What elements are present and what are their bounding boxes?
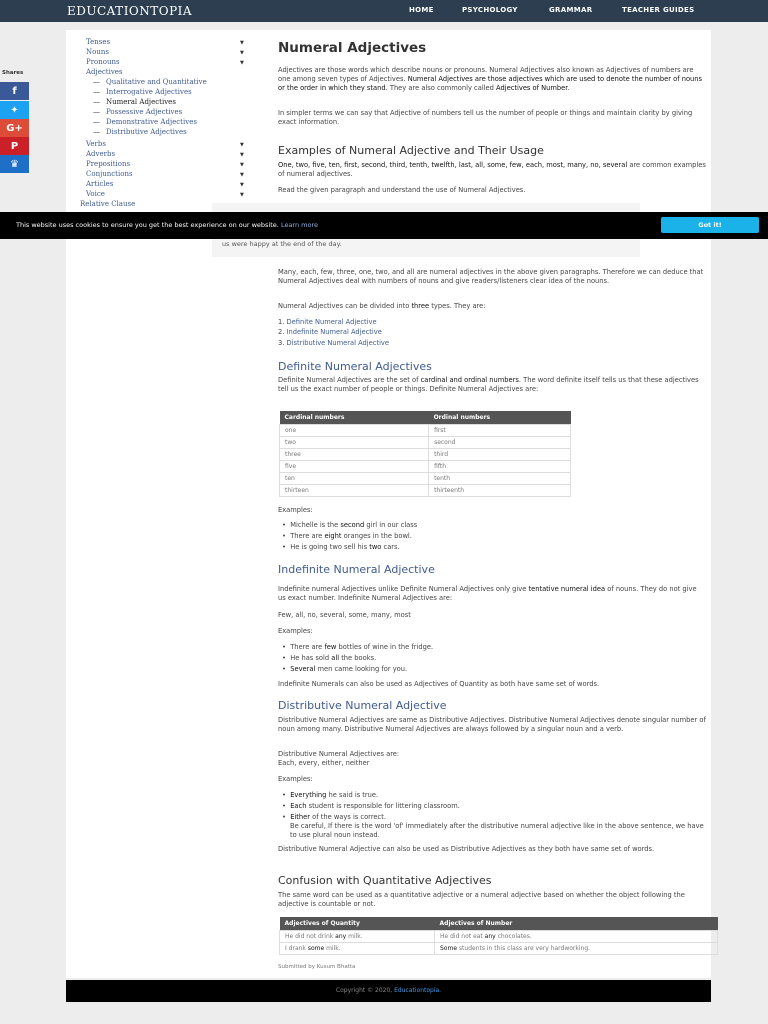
chevron-down-icon[interactable]: ▼: [240, 162, 244, 168]
text: There are: [290, 643, 325, 651]
bold-text: two: [369, 543, 382, 551]
table-cell: three: [280, 448, 429, 460]
paragraph: [278, 585, 706, 603]
column-header: Adjectives of Quantity: [280, 917, 435, 930]
text: Copyright © 2020,: [335, 987, 395, 994]
text: milk.: [346, 932, 363, 940]
text: chocolates.: [495, 932, 532, 940]
table-cell: one: [280, 424, 429, 436]
text: Indefinite numeral Adjectives unlike Definite Numeral Adjectives only give: [278, 585, 529, 593]
bold-text: three: [411, 302, 430, 310]
facebook-icon: f: [12, 85, 17, 97]
sidebar-item-tenses[interactable]: Tenses: [86, 38, 111, 46]
list-dash: —: [93, 88, 100, 96]
types-list-item: 2. Indefinite Numeral Adjective: [278, 328, 382, 336]
text: he said is true.: [326, 791, 379, 799]
chevron-down-icon[interactable]: ▼: [240, 172, 244, 178]
list-item: • Michelle is the second girl in our class: [282, 521, 418, 529]
shares-label: Shares: [2, 70, 24, 76]
column-header: Ordinal numbers: [429, 411, 571, 424]
list-item: • There are few bottles of wine in the fridge.: [282, 643, 434, 651]
sidebar-subitem-qualitative[interactable]: Qualitative and Quantitative: [106, 78, 207, 86]
bold-text: eight: [324, 532, 342, 540]
text: girl in our class: [364, 521, 418, 529]
text: are common examples of numeral adjectives.: [278, 161, 706, 178]
twitter-share-button[interactable]: [0, 101, 29, 119]
google-plus-share-button[interactable]: [0, 119, 29, 137]
text: Adjectives are those words which describe nouns or pronouns. Numeral Adjectives also known as Adjectives of numbers are one among seven types of Adjectives.: [278, 66, 694, 83]
text: Numeral Adjectives can be divided into: [278, 302, 412, 310]
sidebar-item-conjunctions[interactable]: Conjunctions: [86, 170, 133, 178]
sidebar-item-adjectives[interactable]: Adjectives: [86, 68, 123, 76]
paragraph: Few, all, no, several, some, many, most: [278, 611, 411, 619]
crown-icon: ♛: [10, 158, 19, 170]
text: I drank: [285, 944, 308, 952]
bold-text: second: [340, 521, 365, 529]
list-item: • There are eight oranges in the bowl.: [282, 532, 412, 540]
chevron-down-icon[interactable]: ▼: [240, 182, 244, 188]
text: of the ways is correct.: [310, 813, 386, 821]
text: student is responsible for littering classroom.: [306, 802, 460, 810]
table-cell: second: [429, 436, 571, 448]
paragraph: Distributive Numeral Adjectives are:: [278, 750, 400, 758]
column-header: Adjectives of Number: [435, 917, 718, 930]
text: There are: [290, 532, 325, 540]
bold-text: Several: [290, 665, 316, 673]
sidebar-subitem-interrogative[interactable]: Interrogative Adjectives: [106, 88, 192, 96]
text: of nouns. They do not give us exact number. Indefinite Numeral Adjectives are:: [278, 585, 697, 602]
paragraph: Distributive Numeral Adjectives are same as Distributive Adjectives. Distributive Numeral Adjectives denote singular number of noun among many. Distributive Numeral Adjectives are always followed by a singular noun and a verb.: [278, 716, 706, 733]
text: He is going two sell his: [290, 543, 370, 551]
cardinal-ordinal-table: [279, 411, 571, 497]
chevron-down-icon[interactable]: ▼: [240, 192, 244, 198]
text: . They are also commonly called: [385, 84, 497, 92]
sidebar-item-articles[interactable]: Articles: [86, 180, 114, 188]
bold-text: all: [331, 654, 340, 662]
table-row: [280, 930, 718, 942]
table-cell: fifth: [429, 460, 571, 472]
table-cell: thirteen: [280, 484, 429, 496]
table-cell: two: [280, 436, 429, 448]
table-cell: [435, 930, 718, 942]
list-item: • Everything he said is true.: [282, 791, 379, 799]
sidebar-item-prepositions[interactable]: Prepositions: [86, 160, 131, 168]
sidebar-subitem-demonstrative[interactable]: Demonstrative Adjectives: [106, 118, 197, 126]
top-navbar: [0, 0, 768, 22]
list-dash: —: [93, 78, 100, 86]
examples-label: Examples:: [278, 627, 313, 635]
site-logo[interactable]: EDUCATIONTOPIA: [67, 4, 193, 18]
examples-paragraph: [278, 161, 706, 179]
paragraph: Read the given paragraph and understand the use of Numeral Adjectives.: [278, 186, 526, 194]
quantity-number-table: [279, 917, 718, 955]
bold-text: Everything: [290, 791, 327, 799]
facebook-share-button[interactable]: [0, 82, 29, 100]
nav-home[interactable]: HOME: [409, 6, 434, 14]
bold-text: One, two, five, ten, first, second, third, tenth, twelfth, last, all, some, few, each, most, many, no, several: [278, 161, 628, 169]
sidebar-subitem-possessive[interactable]: Possessive Adjectives: [106, 108, 183, 116]
table-header-row: [280, 917, 718, 930]
chevron-down-icon[interactable]: ▼: [240, 152, 244, 158]
cookie-text: [16, 221, 318, 229]
bold-text: some: [307, 944, 325, 952]
bold-text: any: [484, 932, 496, 940]
sidebar-item-voice[interactable]: Voice: [86, 190, 105, 198]
text: bottles of wine in the fridge.: [336, 643, 434, 651]
paragraph: [278, 376, 706, 394]
footer-site-link[interactable]: Educationtopia.: [394, 987, 442, 994]
section-heading-distributive: Distributive Numeral Adjective: [278, 699, 447, 712]
table-cell: [435, 942, 718, 954]
intro-paragraph: [278, 66, 706, 93]
copyright: [66, 987, 711, 994]
list-item: • Either of the ways is correct.: [282, 813, 386, 821]
paragraph: In simpler terms we can say that Adjective of numbers tell us the number of people or things and maintain clarity by giving exact information.: [278, 109, 693, 126]
nav-teacher-guides[interactable]: TEACHER GUIDES: [622, 6, 695, 14]
list-dash: —: [93, 118, 100, 126]
text: He did not eat: [440, 932, 485, 940]
submitted-by: Submitted by Kusum Bhatta: [278, 964, 356, 970]
nav-grammar[interactable]: GRAMMAR: [549, 6, 593, 14]
examples-label: Examples:: [278, 506, 313, 514]
link-distributive[interactable]: Distributive Numeral Adjective: [286, 339, 390, 347]
list-item: • He has sold all the books.: [282, 654, 377, 662]
text: milk.: [324, 944, 341, 952]
link-definite[interactable]: Definite Numeral Adjective: [286, 318, 377, 326]
bold-text: Some: [440, 944, 458, 952]
section-heading-examples: Examples of Numeral Adjective and Their Usage: [278, 144, 544, 157]
table-cell: [280, 942, 435, 954]
table-row: [280, 460, 571, 472]
section-heading-confusion: Confusion with Quantitative Adjectives: [278, 874, 492, 887]
text: This website uses cookies to ensure you get the best experience on our website.: [16, 221, 281, 229]
chevron-down-icon[interactable]: ▼: [240, 40, 244, 46]
crown-share-button[interactable]: [0, 155, 29, 173]
paragraph: Distributive Numeral Adjective can also be used as Distributive Adjectives as they both have same set of words.: [278, 845, 655, 853]
table-row: [280, 484, 571, 496]
column-header: Cardinal numbers: [280, 411, 429, 424]
bold-text: Each: [290, 802, 307, 810]
list-item: • Several men came looking for you.: [282, 665, 408, 673]
pinterest-share-button[interactable]: [0, 137, 29, 155]
examples-label: Examples:: [278, 775, 313, 783]
text: men came looking for you.: [315, 665, 408, 673]
paragraph: Each, every, either, neither: [278, 759, 370, 767]
bold-text: tentative numeral idea: [528, 585, 606, 593]
text: oranges in the bowl.: [341, 532, 412, 540]
sidebar-subitem-distributive[interactable]: Distributive Adjectives: [106, 128, 187, 136]
cookie-accept-button[interactable]: Got it!: [661, 217, 759, 233]
link-indefinite[interactable]: Indefinite Numeral Adjective: [286, 328, 382, 336]
chevron-down-icon[interactable]: ▼: [240, 50, 244, 56]
sidebar-item-relative-clause[interactable]: Relative Clause: [80, 200, 136, 208]
text: He did not drink: [285, 932, 336, 940]
table-cell: [280, 930, 435, 942]
list-dash: —: [93, 108, 100, 116]
list-dash: —: [93, 128, 100, 136]
paragraph: Many, each, few, three, one, two, and all are numeral adjectives in the above given paragraphs. Therefore we can deduce that Numeral Adjectives deal with numbers of nouns and give readers/listeners clear idea of the nouns.: [278, 268, 704, 285]
sidebar-subitem-numeral[interactable]: Numeral Adjectives: [106, 98, 176, 106]
chevron-down-icon[interactable]: ▼: [240, 142, 244, 148]
text: .: [567, 84, 570, 92]
quote-tail-text: us were happy at the end of the day.: [222, 240, 342, 248]
table-cell: five: [280, 460, 429, 472]
chevron-down-icon[interactable]: ▼: [240, 60, 244, 66]
bold-text: any: [335, 932, 347, 940]
sidebar-item-verbs[interactable]: Verbs: [86, 140, 106, 148]
page-title: Numeral Adjectives: [278, 40, 427, 56]
twitter-icon: ✦: [10, 104, 19, 116]
sidebar-item-nouns[interactable]: Nouns: [86, 48, 109, 56]
sidebar-item-adverbs[interactable]: Adverbs: [86, 150, 116, 158]
list-item: • He is going two sell his two cars.: [282, 543, 400, 551]
paragraph: The same word can be used as a quantitative adjective or a numeral adjective based on whether the object following the adjective is countable or not.: [278, 891, 685, 908]
types-list-item: 1. Definite Numeral Adjective: [278, 318, 377, 326]
footer: [66, 980, 711, 1002]
google-plus-icon: G+: [6, 122, 23, 134]
text: Definite Numeral Adjectives are the set of: [278, 376, 421, 384]
table-row: [280, 472, 571, 484]
note-text: Be careful, If there is the word 'of' immediately after the distributive numeral adjective like in the above sentence, we have to use plural noun instead.: [290, 822, 704, 839]
text: students in this class are very hardworking.: [457, 944, 591, 952]
table-row: [280, 942, 718, 954]
list-item: • Each student is responsible for littering classroom.: [282, 802, 460, 810]
text: types. They are:: [429, 302, 486, 310]
text: . The word definite itself tells us that these adjectives tell us the exact number of people or things. Definite Numeral Adjectives are:: [278, 376, 699, 393]
table-cell: thirteenth: [429, 484, 571, 496]
section-heading-indefinite: Indefinite Numeral Adjective: [278, 563, 435, 576]
text: Michelle is the: [290, 521, 341, 529]
nav-psychology[interactable]: PSYCHOLOGY: [462, 6, 518, 14]
table-row: [280, 424, 571, 436]
bold-text: cardinal and ordinal numbers: [420, 376, 519, 384]
bold-text: Numeral Adjectives are those adjectives which are used to denote the number of nouns or the order in which they stand: [278, 75, 703, 92]
section-heading-definite: Definite Numeral Adjectives: [278, 360, 432, 373]
paragraph: Indefinite Numerals can also be used as Adjectives of Quantity as both have same set of words.: [278, 680, 600, 688]
paragraph: [278, 302, 706, 311]
text: He has sold: [290, 654, 332, 662]
sidebar-item-pronouns[interactable]: Pronouns: [86, 58, 120, 66]
table-cell: tenth: [429, 472, 571, 484]
bold-text: Adjectives of Number: [496, 84, 568, 92]
table-row: [280, 448, 571, 460]
text: the books.: [339, 654, 377, 662]
learn-more-link[interactable]: Learn more: [280, 221, 319, 229]
types-list-item: 3. Distributive Numeral Adjective: [278, 339, 390, 347]
bold-text: few: [324, 643, 337, 651]
pinterest-icon: P: [10, 140, 19, 152]
cookie-banner: [0, 212, 768, 239]
bold-text: Either: [290, 813, 311, 821]
table-cell: ten: [280, 472, 429, 484]
table-row: [280, 436, 571, 448]
table-cell: first: [429, 424, 571, 436]
table-cell: third: [429, 448, 571, 460]
table-header-row: [280, 411, 571, 424]
list-dash: —: [93, 98, 100, 106]
text: cars.: [381, 543, 400, 551]
